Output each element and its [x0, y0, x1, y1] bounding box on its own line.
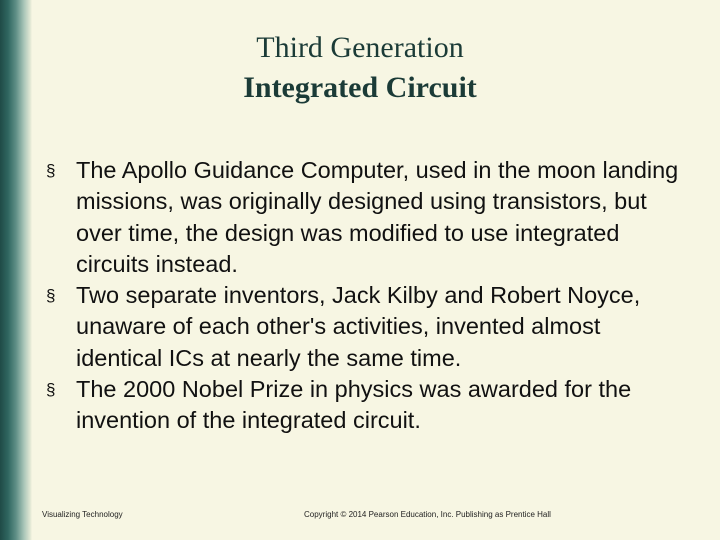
bullet-item-nobel [44, 374, 684, 437]
bullet-marker-icon: § [46, 380, 56, 400]
bullet-text: Two separate inventors, Jack Kilby and Robert Noyce, unaware of each other's activities, invented almost identical ICs at nearly the same time. [76, 282, 641, 371]
bullet-item-apollo [44, 155, 684, 280]
title-line-1: Third Generation [256, 31, 464, 64]
footer-copyright: Copyright © 2014 Pearson Education, Inc. Publishing as Prentice Hall [304, 510, 551, 519]
slide-title [0, 30, 720, 106]
bullet-text: The 2000 Nobel Prize in physics was awarded for the invention of the integrated circuit. [76, 376, 632, 434]
bullet-list [44, 155, 684, 437]
footer-left-text: Visualizing Technology [42, 510, 123, 519]
bullet-marker-icon: § [46, 161, 56, 180]
title-line-2: Integrated Circuit [243, 71, 477, 104]
bullet-text: The Apollo Guidance Computer, used in the moon landing missions, was originally designed using transistors, but over time, the design was modified to use integrated circuits instead. [76, 157, 679, 277]
bullet-item-inventors [44, 280, 684, 374]
bullet-marker-icon: § [46, 286, 56, 306]
